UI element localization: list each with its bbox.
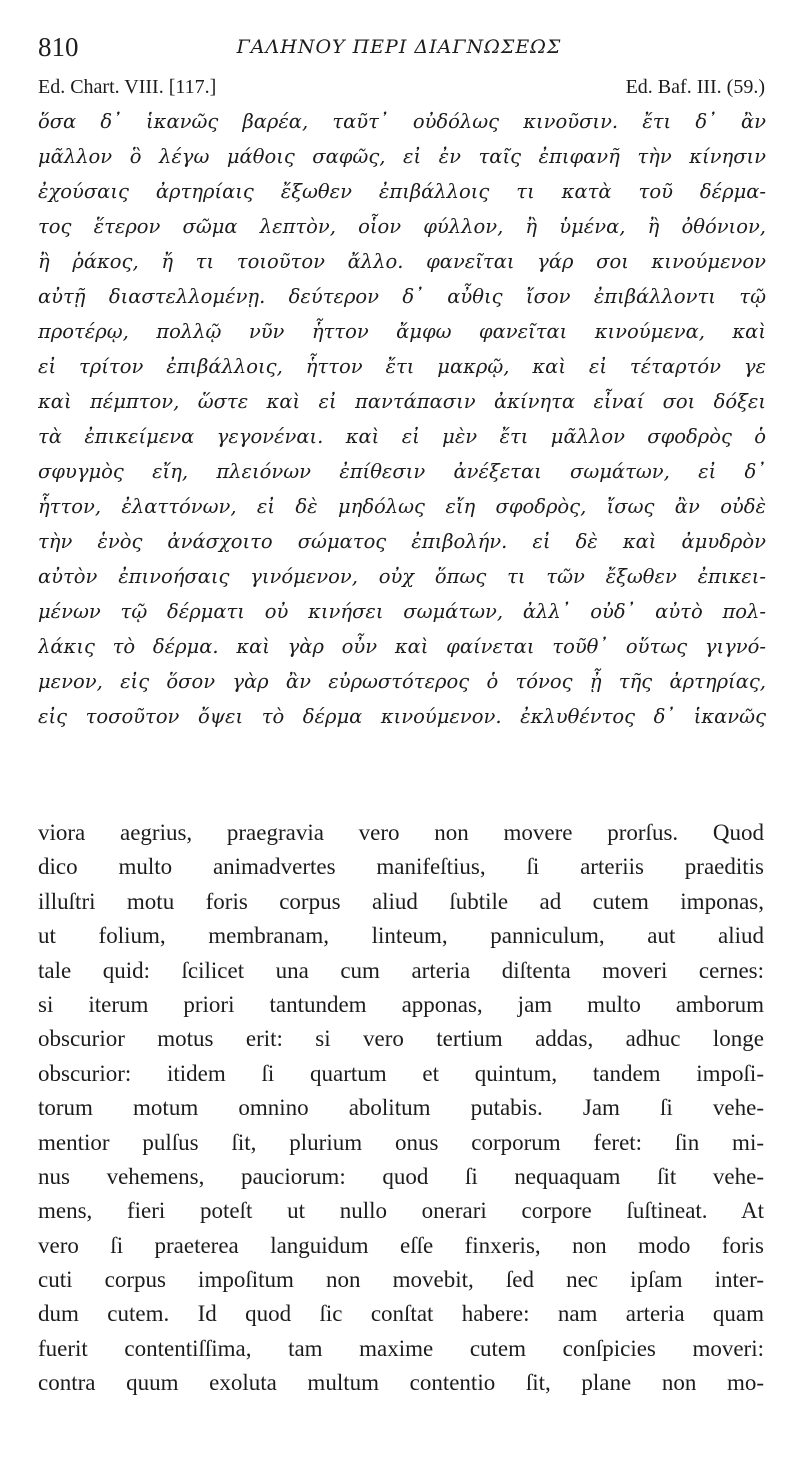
greek-line: καὶ πέμπτον, ὥστε καὶ εἰ παντάπασιν ἀκίνητα εἶναί σοι δόξει [38,390,766,413]
latin-line: cuti corpus impoſitum non movebit, ſed nec ipſam inter- [38,1267,764,1293]
greek-line: ἧττον, ἐλαττόνων, εἰ δὲ μηδόλως εἴη σφοδρὸς, ἴσως ἂν οὐδὲ [38,495,766,518]
greek-line: ἢ ῥάκος, ἤ τι τοιοῦτον ἄλλο. φανεῖται γάρ σοι κινούμενον [38,250,766,273]
latin-line: mentior pulſus ſit, plurium onus corporum feret: ſin mi- [38,1129,764,1155]
greek-line: τὰ ἐπικείμενα γεγονέναι. καὶ εἰ μὲν ἔτι μᾶλλον σφοδρὸς ὁ [38,425,766,448]
latin-line: viora aegrius, praegravia vero non movere prorſus. Quod [38,820,764,845]
edition-reference-line [38,72,765,102]
greek-line: εἰ τρίτον ἐπιβάλλοις, ἧττον ἔτι μακρῷ, καὶ εἰ τέταρτόν γε [38,355,766,378]
running-title: ΓΑΛΗΝΟΥ ΠΕΡΙ ΔΙΑΓΝΩΣΕΩΣ [236,36,562,58]
latin-line: obscurior: itidem ſi quartum et quintum, tandem impoſi- [38,1060,764,1086]
latin-line: vero ſi praeterea languidum eſſe finxeris, non modo foris [38,1232,764,1258]
greek-line: μενον, εἰς ὅσον γὰρ ἂν εὐρωστότερος ὁ τόνος ᾖ τῆς ἀρτηρίας, [38,670,766,693]
latin-text-block [38,816,764,1401]
latin-line: fuerit contentiſſima, tam maxime cutem conſpicies moveri: [38,1335,764,1361]
latin-line: illuſtri motu foris corpus aliud ſubtile ad cutem imponas, [38,888,764,914]
latin-line: tale quid: ſcilicet una cum arteria diſtenta moveri cernes: [38,957,764,983]
latin-line: ut folium, membranam, linteum, panniculum, aut aliud [38,923,764,949]
greek-line: εἰς τοσοῦτον ὄψει τὸ δέρμα κινούμενον. ἐκλυθέντος δ᾽ ἱκανῶς [38,705,766,728]
greek-line: μᾶλλον ὃ λέγω μάθοις σαφῶς, εἰ ἐν ταῖς ἐπιφανῆ τὴν κίνησιν [38,145,766,168]
greek-line: τος ἕτερον σῶμα λεπτὸν, οἷον φύλλον, ἢ ὑμένα, ἢ ὀθόνιον, [38,215,766,238]
greek-line: αὐτὸν ἐπινοήσαις γινόμενον, οὐχ ὅπως τι τῶν ἔξωθεν ἐπικει- [38,565,766,588]
latin-line: si iterum priori tantundem apponas, jam multo amborum [38,991,764,1017]
greek-line: ὅσα δ᾽ ἱκανῶς βαρέα, ταῦτ᾽ οὐδόλως κινοῦσιν. ἔτι δ᾽ ἂν [38,110,766,133]
latin-line: torum motum omnino abolitum putabis. Jam ſi vehe- [38,1095,764,1121]
greek-line: μένων τῷ δέρματι οὐ κινήσει σωμάτων, ἀλλ᾽ οὐδ᾽ αὐτὸ πολ- [38,600,766,623]
latin-line: dico multo animadvertes manifeſtius, ſi arteriis praeditis [38,854,764,880]
latin-line: obscurior motus erit: si vero tertium addas, adhuc longe [38,1026,764,1052]
edition-basel-reference: Ed. Baf. III. (59.) [625,76,765,98]
page-number: 810 [38,32,79,62]
greek-line: ἐχούσαις ἀρτηρίαις ἔξωθεν ἐπιβάλλοις τι κατὰ τοῦ δέρμα- [38,180,766,203]
latin-line: mens, fieri poteſt ut nullo onerari corpore ſuſtineat. At [38,1198,764,1224]
greek-line: τὴν ἑνὸς ἀνάσχοιτο σώματος ἐπιβολήν. εἰ δὲ καὶ ἀμυδρὸν [38,530,766,553]
greek-line: λάκις τὸ δέρμα. καὶ γὰρ οὖν καὶ φαίνεται τοῦθ᾽ οὕτως γιγνό- [38,635,766,658]
edition-chart-reference: Ed. Chart. VIII. [117.] [38,76,217,98]
latin-line: contra quum exoluta multum contentio ſit, plane non mo- [38,1370,764,1396]
greek-line: αὐτῇ διαστελλομένῃ. δεύτερον δ᾽ αὖθις ἴσον ἐπιβάλλοντι τῷ [38,285,766,308]
greek-line: σφυγμὸς εἴη, πλειόνων ἐπίθεσιν ἀνέξεται σωμάτων, εἰ δ᾽ [38,460,766,483]
latin-line: dum cutem. Id quod ſic conſtat habere: nam arteria quam [38,1301,764,1327]
latin-line: nus vehemens, pauciorum: quod ſi nequaquam ſit vehe- [38,1163,764,1189]
greek-text-block [38,104,766,734]
running-head [38,30,760,64]
greek-line: προτέρῳ, πολλῷ νῦν ἧττον ἄμφω φανεῖται κινούμενα, καὶ [38,320,766,343]
